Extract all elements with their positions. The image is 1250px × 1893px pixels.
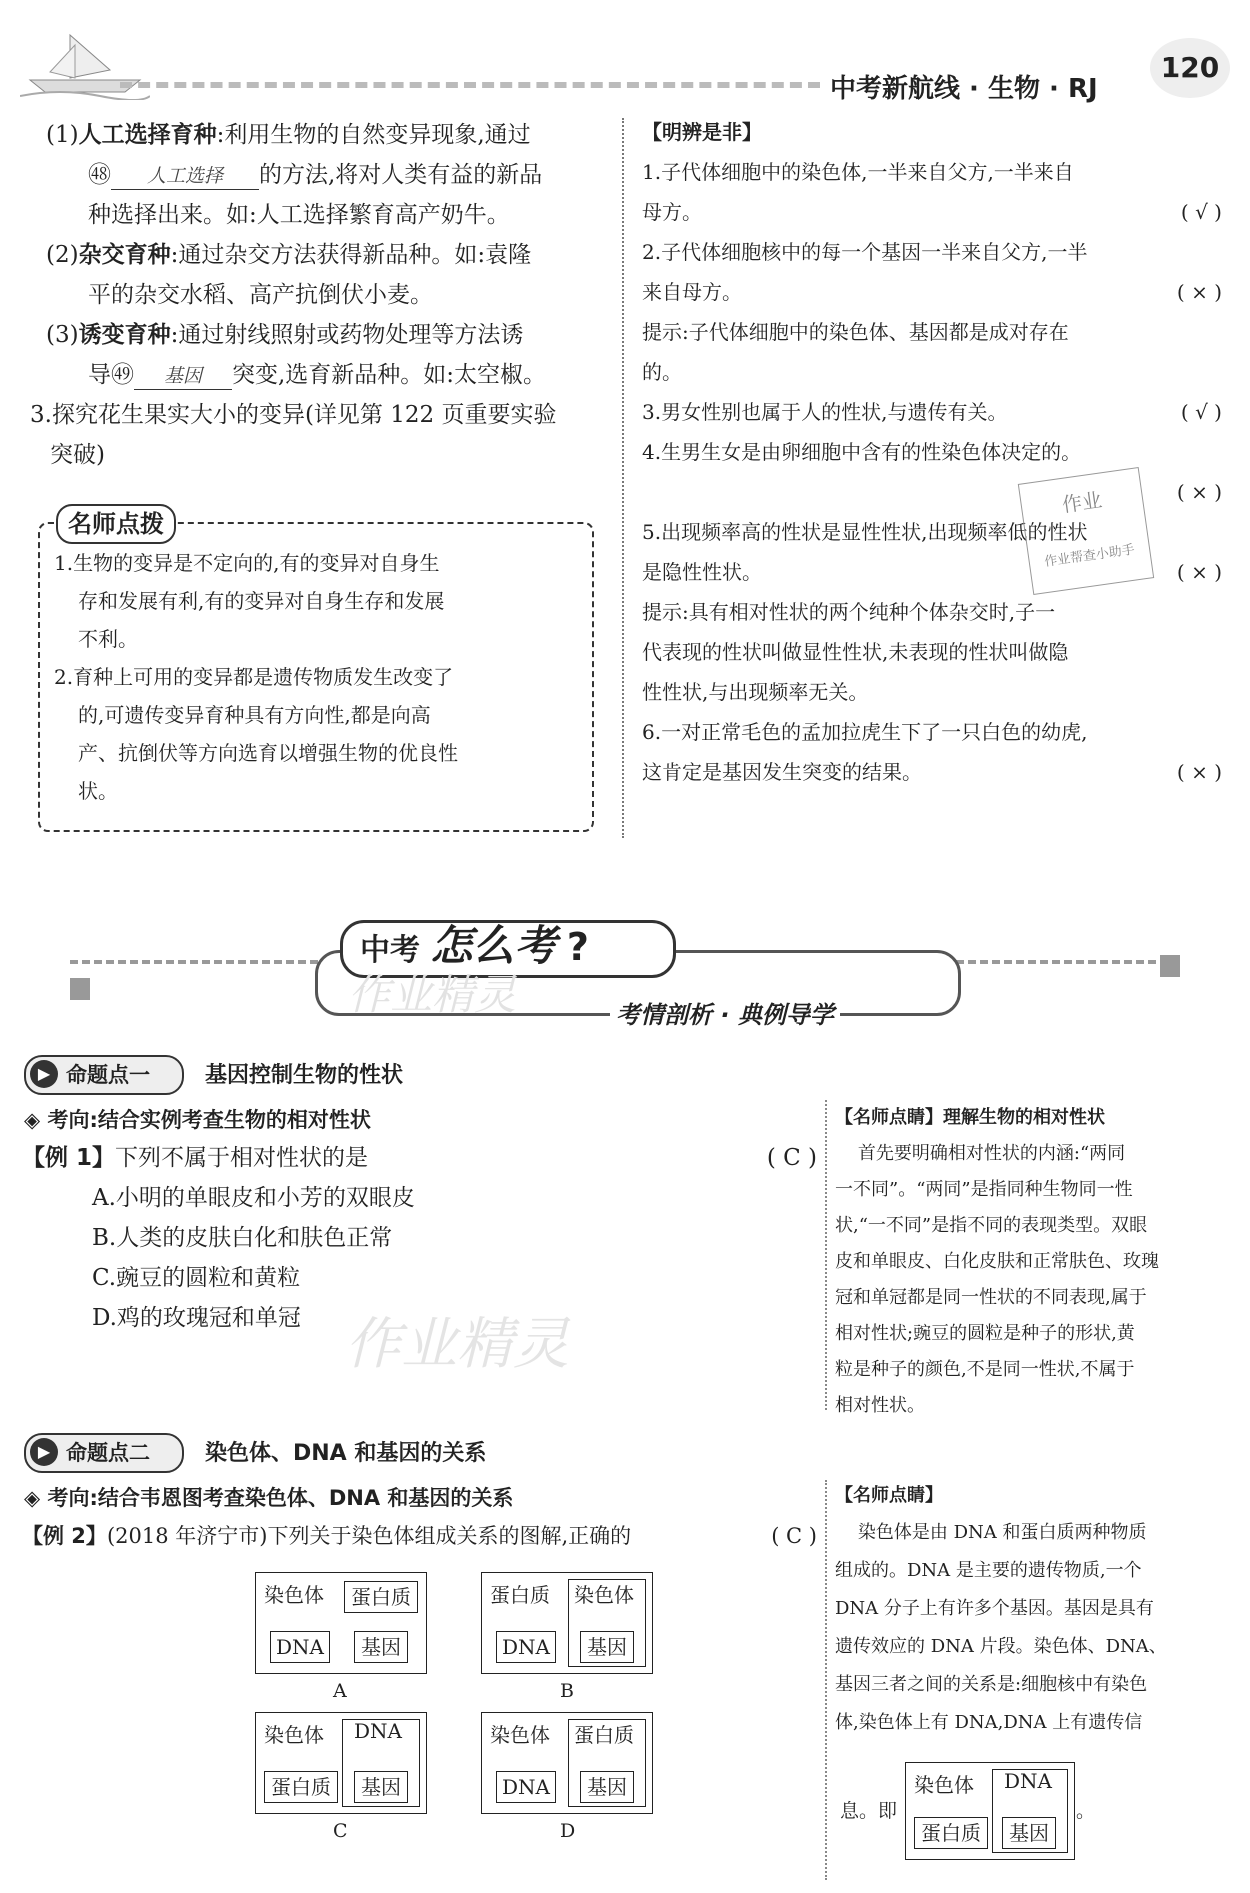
judge-mark: ( √ ) [1180,400,1222,424]
note-diagram: 染色体 DNA 蛋白质 基因 [905,1762,1075,1860]
judge-mark: ( × ) [1176,760,1222,784]
note-line: 遗传效应的 DNA 片段。染色体、DNA、 [835,1636,1167,1657]
note2-last-line: 息。即 [840,1800,898,1822]
topic1-note: 【名师点睛】理解生物的相对性状 首先要明确相对性状的内涵:“两同 一不同”。“两同”是指同种生物同一性 状,“一不同”是指不同的表现类型。双眼 皮和单眼皮、白化皮肤和正常肤色、玫瑰 冠和单冠都是同一性状的不同表现,属于 相对性状;豌豆的圆粒是种子的形状,黄 粒是种子的颜色,不是同一性状,不属于 相对性状。 [835,1100,1235,1424]
judge-line: 3.男女性别也属于人的性状,与遗传有关。 ( √ ) [642,392,1222,432]
note-line: 状,“一不同”是指不同的表现类型。双眼 [835,1215,1148,1236]
exam-banner [70,900,1180,1029]
page-number: 120 [1150,38,1230,98]
judge-mark: ( × ) [1176,560,1222,584]
topic2-note: 【名师点睛】 染色体是由 DNA 和蛋白质两种物质 组成的。DNA 是主要的遗传物质,一个 DNA 分子上有许多个基因。基因是具有 遗传效应的 DNA 片段。染色体、DNA、 基因三者之间的关系是:细胞核中有染色 体,染色体上有 DNA,DNA 上有遗传信 [835,1478,1235,1742]
judge-line: 来自母方。 ( × ) [642,272,1222,312]
diagram-b: 蛋白质 染色体 DNA 基因 [481,1572,653,1674]
fill-answer-48: 人工选择 [111,163,259,190]
teacher-tip-lines: 1.生物的变异是不定向的,有的变异对自身生 存和发展有利,有的变异对自身生存和发展 不利。 2.育种上可用的变异都是遗传物质发生改变了 的,可遗传变异育种具有方向性,都是向高 产、抗倒伏等方向选育以增强生物的优良性 状。 [54,551,458,803]
topic2-title: 染色体、DNA 和基因的关系 [205,1441,487,1466]
judge-line: 1.子代体细胞中的染色体,一半来自父方,一半来自 [642,160,1074,184]
topic2-tag: ▶ 命题点二 [24,1433,184,1473]
diamond-icon: ◈ [24,1486,48,1510]
judge-line: 代表现的性状叫做显性性状,未表现的性状叫做隐 [642,640,1069,664]
judge-line: 这肯定是基因发生突变的结果。 ( × ) [642,752,1222,792]
column-divider [622,118,624,838]
judge-mark: ( √ ) [1180,200,1222,224]
note-line: 组成的。DNA 是主要的遗传物质,一个 [835,1560,1142,1581]
judge-line: 2.子代体细胞核中的每一个基因一半来自父方,一半 [642,240,1088,264]
right-divider-1 [825,1100,827,1410]
note-line: 相对性状。 [835,1395,925,1416]
judge-title: 【明辨是非】 [642,120,762,144]
banner-subtitle: 考情剖析 · 典例导学 [610,995,840,1030]
diagram-d: 染色体 蛋白质 DNA 基因 [481,1712,653,1814]
judge-section [642,112,1222,792]
example1: 【例 1】下列不属于相对性状的是 ( C ) A.小明的单眼皮和小芳的双眼皮 B.人类的皮肤白化和肤色正常 C.豌豆的圆粒和黄粒 D.鸡的玫瑰冠和单冠 [22,1138,817,1338]
diagram-c-label: C [333,1820,348,1842]
note-line: 首先要明确相对性状的内涵:“两同 [835,1143,1126,1164]
diagram-a-label: A [333,1680,347,1702]
example2: 【例 2】(2018 年济宁市)下列关于染色体组成关系的图解,正确的 ( C ) [22,1516,817,1556]
topic1-direction: ◈ 考向:结合实例考查生物的相对性状 [24,1108,371,1132]
ship-logo-icon [20,20,150,100]
right-divider-2 [825,1480,827,1880]
note-line: 基因三者之间的关系是:细胞核中有染色 [835,1674,1148,1695]
judge-mark: ( × ) [1176,480,1222,504]
note2-last-period: 。 [1076,1800,1096,1822]
header-dashed-line [120,82,820,88]
note-line: 粒是种子的颜色,不是同一性状,不属于 [835,1359,1135,1380]
banner-title: 中考 怎么考 ? [360,921,589,970]
header-book-title: 中考新航线 · 生物 · RJ [830,74,1098,104]
note-line: 相对性状;豌豆的圆粒是种子的形状,黄 [835,1323,1135,1344]
note-line: 一不同”。“两同”是指同种生物同一性 [835,1179,1133,1200]
topic1-watermark: 作业精灵 [345,1312,569,1377]
judge-line: 提示:具有相对性状的两个纯种个体杂交时,子一 [642,600,1056,624]
fill-answer-49: 基因 [134,363,232,390]
note-line: 皮和单眼皮、白化皮肤和正常肤色、玫瑰 [835,1251,1159,1272]
diagram-a: 染色体 蛋白质 DNA 基因 [255,1572,427,1674]
header [0,0,1250,110]
judge-line: 6.一对正常毛色的孟加拉虎生下了一只白色的幼虎, [642,720,1088,744]
judge-line: 4.生男生女是由卵细胞中含有的性染色体决定的。 [642,440,1082,464]
diagram-b-label: B [560,1680,574,1702]
note-line: 染色体是由 DNA 和蛋白质两种物质 [835,1522,1147,1543]
judge-line: 是隐性性状。 ( × ) [642,552,1222,592]
play-icon: ▶ [30,1060,58,1088]
note-line: DNA 分子上有许多个基因。基因是具有 [835,1598,1154,1619]
diamond-icon: ◈ [24,1108,48,1132]
topic1-title: 基因控制生物的性状 [205,1063,404,1088]
teacher-tip-box [38,510,594,832]
banner-watermark: 作业精灵 [348,970,517,1019]
breeding-section: (1)人工选择育种:利用生物的自然变异现象,通过 ㊽ 人工选择 的方法,将对人类有益的新品 种选择出来。如:人工选择繁育高产奶牛。 (2)杂交育种:通过杂交方法获得新品种。如:袁隆 平的杂交水稻、高产抗倒伏小麦。 (3)诱变育种:通过射线照射或药物处理等方法诱 导㊾ 基因 突变,选育新品种。如:太空椒。 3.探究花生果实大小的变异(详见第 122 页重要实验 突破) [30,122,557,468]
judge-line: 性性状,与出现频率无关。 [642,680,869,704]
judge-line: 提示:子代体细胞中的染色体、基因都是成对存在 [642,320,1069,344]
note-line: 冠和单冠都是同一性状的不同表现,属于 [835,1287,1147,1308]
example1-answer: ( C ) [766,1145,817,1171]
note-line: 体,染色体上有 DNA,DNA 上有遗传信 [835,1712,1143,1733]
teacher-tip-title: 名师点拨 [56,504,176,544]
diagram-d-label: D [560,1820,576,1842]
play-icon: ▶ [30,1438,58,1466]
stamp: 作业 作业帮查小助手 [1018,467,1154,595]
topic2-direction: ◈ 考向:结合韦恩图考查染色体、DNA 和基因的关系 [24,1486,514,1510]
example2-answer: ( C ) [771,1524,817,1548]
judge-line: 母方。 ( √ ) [642,192,1222,232]
topic1-tag: ▶ 命题点一 [24,1055,184,1095]
judge-line: 5.出现频率高的性状是显性性状,出现频率低的性状 [642,520,1088,544]
judge-line: 的。 [642,360,682,384]
judge-mark: ( × ) [1176,280,1222,304]
diagram-c: 染色体 DNA 蛋白质 基因 [255,1712,427,1814]
